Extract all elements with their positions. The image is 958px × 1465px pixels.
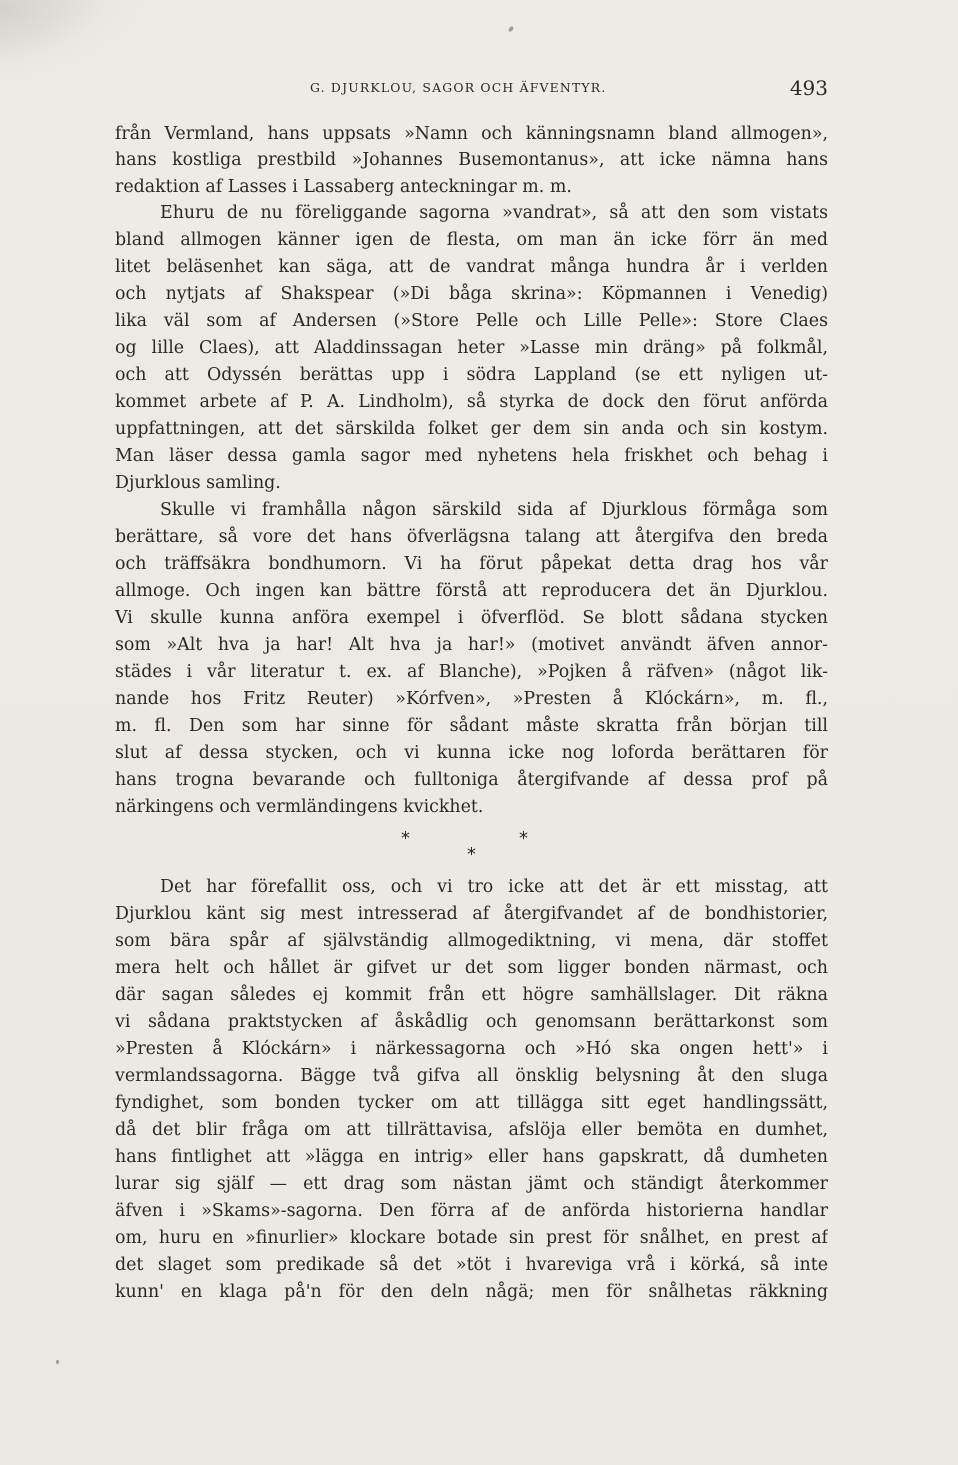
- text-line: m. fl. Den som har sinne för sådant måste skratta från början till: [115, 716, 828, 736]
- text-line: som bära spår af självständig allmogediktning, vi mena, där stoffet: [115, 931, 828, 951]
- text-line: som »Alt hva ja har! Alt hva ja har!» (motivet användt äfven annor-: [115, 635, 828, 655]
- ornament-star: *: [467, 844, 476, 865]
- text-line: och nytjats af Shakspear (»Di båga skrina»: Köpmannen i Venedig): [115, 284, 828, 304]
- text-line: allmoge. Och ingen kan bättre förstå att reproducera det än Djurklou.: [115, 581, 828, 601]
- text-line: Djurklous samling.: [115, 473, 281, 493]
- text-line: lika väl som af Andersen (»Store Pelle och Lille Pelle»: Store Claes: [115, 311, 828, 331]
- text-line: litet beläsenhet kan säga, att de vandrat många hundra år i verlden: [115, 257, 828, 277]
- text-line: närkingens och vermländingens kvickhet.: [115, 797, 484, 817]
- text-line: »Presten å Klóckárn» i närkessagorna och »Hó ska ongen hett'» i: [115, 1039, 828, 1059]
- text-line: bland allmogen känner igen de flesta, om man än icke förr än med: [115, 230, 828, 250]
- text-line: det slaget som predikade så det »töt i hvareviga vrå i körká, så inte: [115, 1255, 828, 1275]
- text-line: om, huru en »finurlier» klockare botade sin prest för snålhet, en prest af: [115, 1228, 828, 1248]
- text-line: hans trogna bevarande och fulltoniga återgifvande af dessa prof på: [115, 770, 828, 790]
- text-line: og lille Claes), att Aladdinssagan heter »Lasse min dräng» på folkmål,: [115, 338, 828, 358]
- text-line: Skulle vi framhålla någon särskild sida af Djurklous förmåga som: [160, 500, 828, 520]
- text-line: Vi skulle kunna anföra exempel i öfverflöd. Se blott sådana stycken: [115, 608, 828, 628]
- running-title: G. DJURKLOU, SAGOR OCH ÄFVENTYR.: [310, 80, 607, 95]
- text-line: kommet arbete af P. A. Lindholm), så styrka de dock den förut anförda: [115, 392, 828, 412]
- text-line: uppfattningen, att det särskilda folket ger dem sin anda och sin kostym.: [115, 419, 828, 439]
- text-line: hans fintlighet att »lägga en intrig» eller hans gapskratt, då dumheten: [115, 1147, 828, 1167]
- text-line: Det har förefallit oss, och vi tro icke att det är ett misstag, att: [160, 877, 828, 897]
- ink-speck: [508, 25, 515, 32]
- text-line: mera helt och hållet är gifvet ur det som ligger bonden närmast, och: [115, 958, 828, 978]
- ornament-star: *: [401, 828, 410, 849]
- text-line: Djurklou känt sig mest intresserad af återgifvandet af de bondhistorier,: [115, 904, 828, 924]
- text-line: redaktion af Lasses i Lassaberg anteckningar m. m.: [115, 177, 572, 197]
- text-line: fyndighet, som bonden tycker om att tillägga sitt eget handlingssätt,: [115, 1093, 828, 1113]
- text-line: då det blir fråga om att tillrättavisa, afslöja eller bemöta en dumhet,: [115, 1120, 828, 1140]
- text-line: och att Odyssén berättas upp i södra Lappland (se ett nyligen ut-: [115, 365, 828, 385]
- text-line: äfven i »Skams»-sagorna. Den förra af de anförda historierna handlar: [115, 1201, 828, 1221]
- text-line: Ehuru de nu föreliggande sagorna »vandrat», så att den som vistats: [160, 203, 828, 223]
- text-line: slut af dessa stycken, och vi kunna icke nog loforda berättaren för: [115, 743, 828, 763]
- text-line: vermlandssagorna. Bägge två gifva all önsklig belysning åt den sluga: [115, 1066, 828, 1086]
- page-header: [115, 76, 828, 100]
- text-line: kunn' en klaga på'n för den deln någä; men för snålhetas räkkning: [115, 1282, 828, 1302]
- text-line: från Vermland, hans uppsats »Namn och känningsnamn bland allmogen»,: [115, 124, 828, 144]
- text-line: berättare, så vore det hans öfverlägsna talang att återgifva den breda: [115, 527, 828, 547]
- text-line: där sagan således ej kommit från ett högre samhällslager. Dit räkna: [115, 985, 828, 1005]
- text-line: och träffsäkra bondhumorn. Vi ha förut påpekat detta drag hos vår: [115, 554, 828, 574]
- text-line: hans kostliga prestbild »Johannes Busemontanus», att icke nämna hans: [115, 150, 828, 170]
- text-line: Man läser dessa gamla sagor med nyhetens hela friskhet och behag i: [115, 446, 828, 466]
- text-line: städes i vår literatur t. ex. af Blanche), »Pojken å räfven» (något lik-: [115, 662, 828, 682]
- ornament-star: *: [519, 828, 528, 849]
- text-line: vi sådana praktstycken af åskådlig och genomsann berättarkonst som: [115, 1012, 828, 1032]
- ink-speck: [56, 1360, 59, 1364]
- text-line: nande hos Fritz Reuter) »Kórfven», »Presten å Klóckárn», m. fl.,: [115, 689, 828, 709]
- page-number: 493: [789, 76, 828, 100]
- text-line: lurar sig själf — ett drag som nästan jämt och ständigt återkommer: [115, 1174, 828, 1194]
